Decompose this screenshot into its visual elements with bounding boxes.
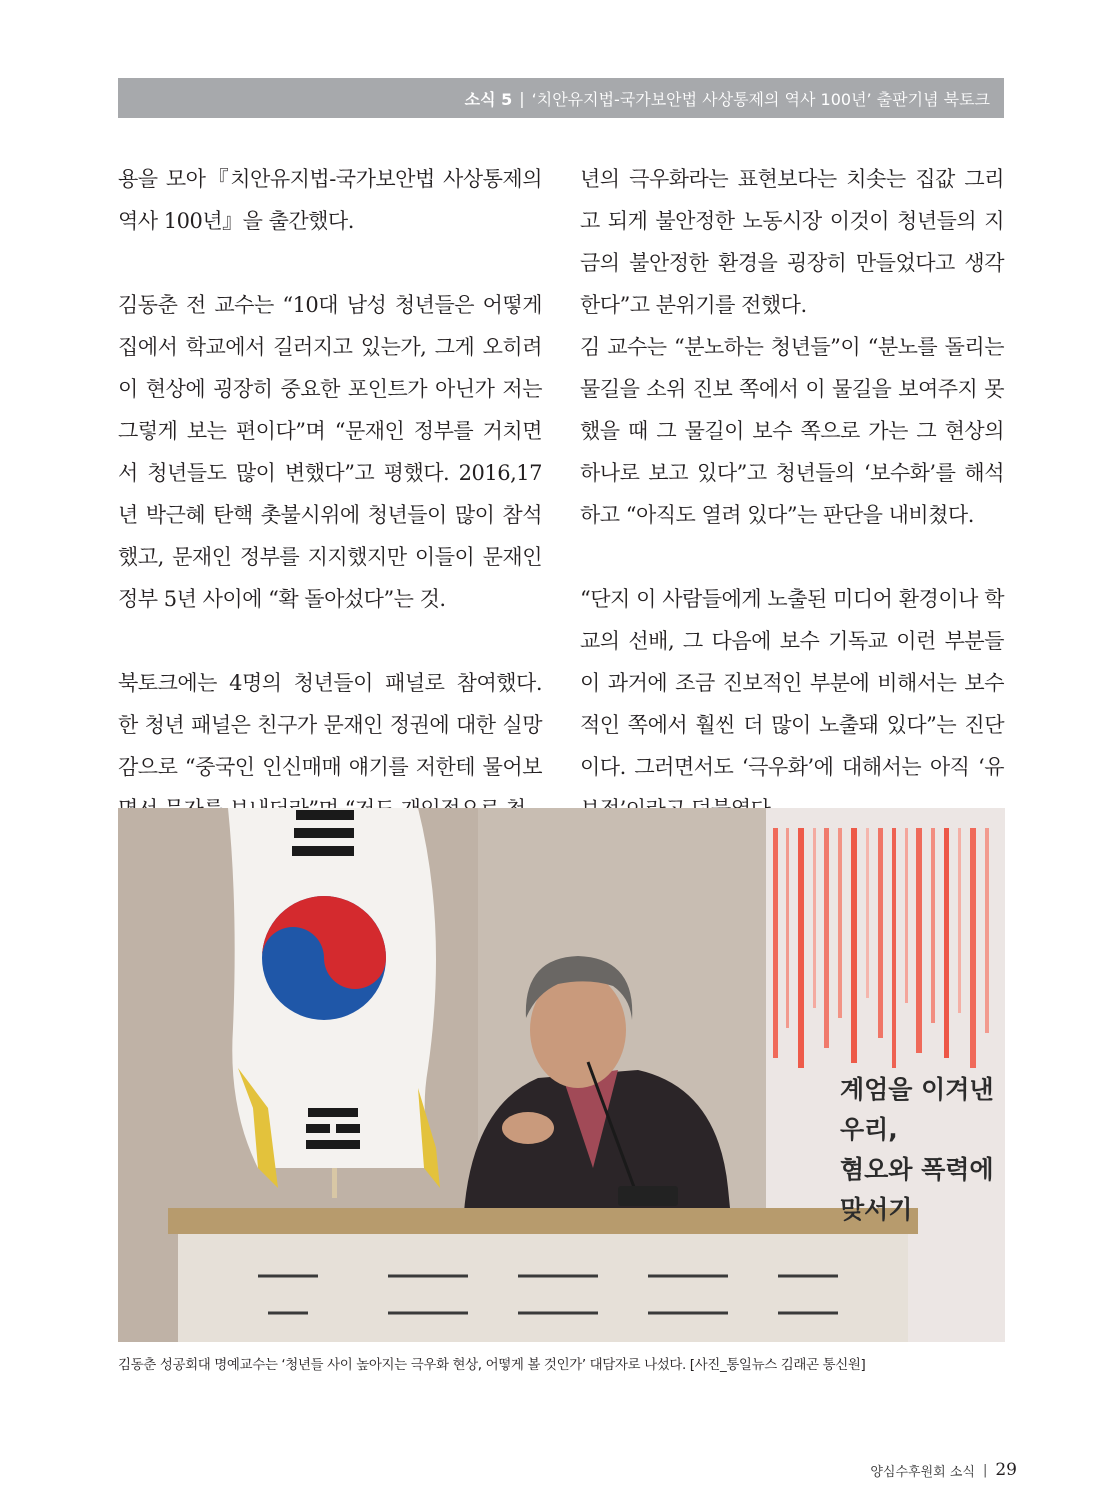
paragraph: 김동춘 전 교수는 “10대 남성 청년들은 어떻게 집에서 학교에서 길러지고 있는가, 그게 오히려 이 현상에 굉장히 중요한 포인트가 아닌가 저는 그렇게 보는 편이다”며 “문재인 정부를 거치면서 청년들도 많이 변했다”고 평했다. 2016,17년 박근혜 탄핵 촛불시위에 청년들이 많이 참석했고, 문재인 정부를 지지했지만 이들이 문재인 정부 5년 사이에 “확 돌아섰다”는 것. xyxy=(118,293,542,611)
article-right-column xyxy=(580,158,1004,830)
page-number: 29 xyxy=(995,1460,1017,1480)
banner-line: 우리, xyxy=(840,1115,898,1144)
paragraph: 김 교수는 “분노하는 청년들”이 “분노를 돌리는 물길을 소위 진보 쪽에서 이 물길을 보여주지 못했을 때 그 물길이 보수 쪽으로 가는 그 현상의 하나로 보고 있다”고 청년들의 ‘보수화’를 해석하고 “아직도 열려 있다”는 판단을 내비쳤다. xyxy=(580,335,1004,527)
section-header-bar xyxy=(118,78,1004,118)
taeguk-emblem xyxy=(262,896,386,1020)
header-separator: | xyxy=(519,88,525,108)
publication-name: 양심수후원회 소식 xyxy=(870,1464,975,1480)
banner-line: 맞서기 xyxy=(840,1195,913,1224)
event-photo xyxy=(118,808,1005,1342)
photo-illustration xyxy=(118,808,1005,1342)
paragraph: 북토크에는 4명의 청년들이 패널로 참여했다. 한 청년 패널은 친구가 문재인 정권에 대한 실망감으로 “중국인 인신매매 얘기를 저한테 물어보 xyxy=(118,671,542,779)
paragraph: “단지 이 사람들에게 노출된 미디어 환경이나 학교의 선배, 그 다음에 보수 기독교 이런 부분들이 과거에 조금 진보적인 부분에 비해서는 보수적인 쪽에서 훨씬 더 많이 노출돼 있다”는 진단이다. 그러면서도 ‘극우화’에 대해서는 아직 ‘유 xyxy=(580,587,1004,779)
paragraph: 년의 극우화라는 표현보다는 치솟는 집값 그리고 되게 불안정한 노동시장 이것이 청년들의 지금의 불안정한 환경을 굉장히 만들었다고 생각한다”고 분위기를 전했다. xyxy=(580,167,1004,317)
table-top xyxy=(168,1208,918,1234)
article-left-column xyxy=(118,158,542,830)
footer-separator: | xyxy=(982,1462,988,1478)
page-footer xyxy=(870,1460,1017,1480)
section-label: 소식 5 xyxy=(464,89,513,109)
banner-line: 혐오와 폭력에 xyxy=(840,1155,994,1184)
section-title: ‘치안유지법-국가보안법 사상통제의 역사 100년’ 출판기념 북토크 xyxy=(531,89,990,109)
paragraph: 용을 모아『치안유지법-국가보안법 사상통제의 역사 100년』을 출간했다. xyxy=(118,167,542,233)
banner-line: 계엄을 이겨낸 xyxy=(840,1075,994,1104)
photo-caption: 김동춘 성공회대 명예교수는 ‘청년들 사이 높아지는 극우화 현상, 어떻게 볼 것인가’ 대담자로 나섰다. [사진_통일뉴스 김래곤 통신원] xyxy=(118,1357,866,1373)
